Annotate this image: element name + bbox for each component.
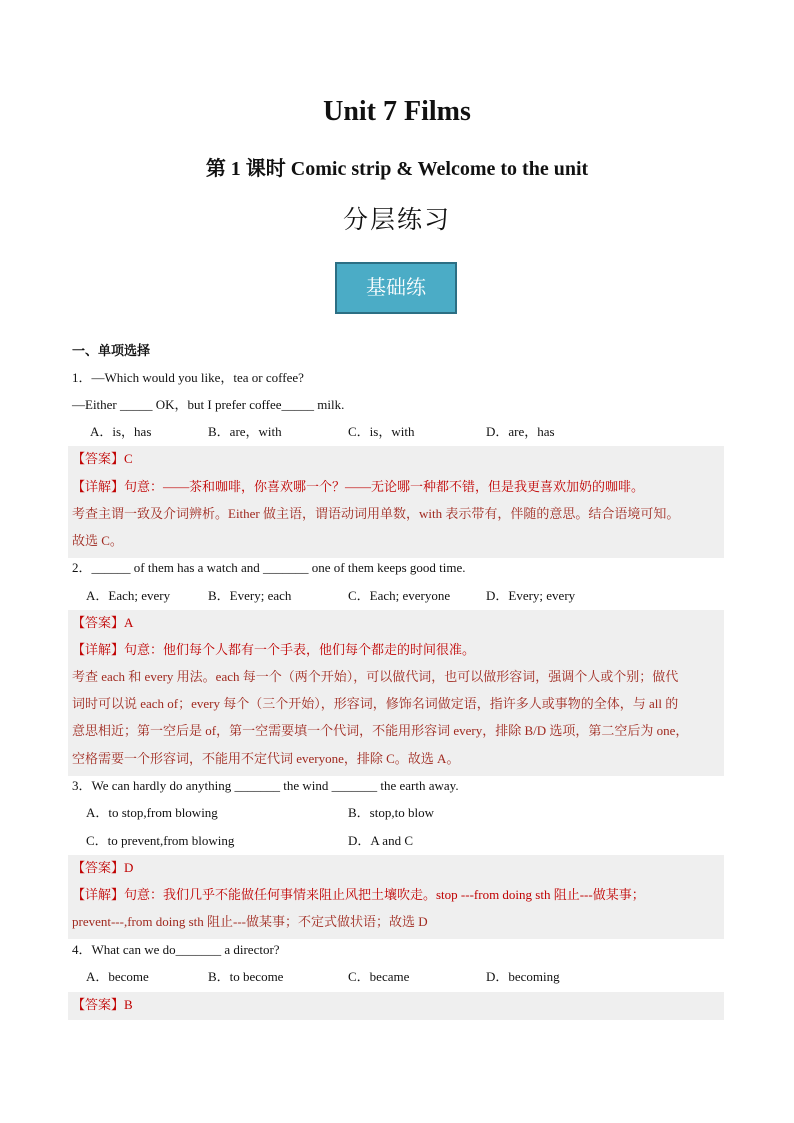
q2-answer: 【答案】A bbox=[72, 615, 134, 630]
q3-option-b: B．stop,to blow bbox=[348, 805, 434, 820]
q3-answer: 【答案】D bbox=[72, 860, 134, 875]
q2-explanation-line2: 考查 each 和 every 用法。each 每一个（两个开始），可以做代词，也可以做形容词，强调个人或个别；做代 bbox=[72, 669, 679, 684]
q3-option-c: C．to prevent,from blowing bbox=[86, 833, 235, 848]
q4-option-d: D．becoming bbox=[486, 969, 560, 984]
q4-answer-block bbox=[68, 992, 724, 1020]
q2-option-d: D．Every; every bbox=[486, 588, 576, 603]
q1-answer: 【答案】C bbox=[72, 451, 133, 466]
q2-option-b: B．Every; each bbox=[208, 588, 292, 603]
q3-option-a: A．to stop,from blowing bbox=[86, 805, 218, 820]
lesson-subtitle: 第 1 课时 Comic strip & Welcome to the unit bbox=[205, 158, 589, 180]
q2-option-a: A．Each; every bbox=[86, 588, 171, 603]
q3-explanation-line1: 【详解】句意：我们几乎不能做任何事情来阻止风把土壤吹走。stop ---from doing sth 阻止---做某事； bbox=[72, 887, 645, 902]
q4-option-b: B．to become bbox=[208, 969, 284, 984]
q2-explanation-line1: 【详解】句意：他们每个人都有一个手表，他们每个都走的时间很准。 bbox=[72, 642, 476, 657]
q4-stem: 4．What can we do_______ a director? bbox=[72, 942, 280, 957]
q1-option-a: A．is，has bbox=[90, 424, 152, 439]
q2-option-c: C．Each; everyone bbox=[348, 588, 451, 603]
section-heading: 分层练习 bbox=[342, 207, 451, 234]
q1-explanation-line2: 考查主谓一致及介词辨析。Either 做主语，谓语动词用单数，with 表示带有，伴随的意思。结合语境可知。 bbox=[72, 506, 680, 521]
q3-explanation-line2: prevent---,from doing sth 阻止---做某事；不定式做状语；故选 D bbox=[72, 914, 428, 929]
q3-option-d: D．A and C bbox=[348, 833, 414, 848]
q2-explanation-line4: 意思相近；第一空后是 of，第一空需要填一个代词，不能用形容词 every，排除 B/D 选项，第二空后为 one， bbox=[72, 723, 689, 738]
q1-answer-block bbox=[68, 446, 724, 558]
q2-stem: 2．______ of them has a watch and _______ one of them keeps good time. bbox=[72, 560, 466, 575]
q2-explanation-line3: 词时可以说 each of；every 每个（三个开始），形容词，修饰名词做定语，指许多人或事物的全体，与 all 的 bbox=[72, 696, 679, 711]
section-title: 一、单项选择 bbox=[72, 343, 151, 358]
q1-explanation-line1: 【详解】句意：——茶和咖啡，你喜欢哪一个？——无论哪一种都不错，但是我更喜欢加奶的咖啡。 bbox=[72, 479, 645, 494]
q2-explanation-line5: 空格需要一个形容词，不能用不定代词 everyone，排除 C。故选 A。 bbox=[72, 751, 460, 766]
q1-explanation-line3: 故选 C。 bbox=[72, 533, 123, 548]
q1-option-c: C．is，with bbox=[348, 424, 415, 439]
q3-stem: 3．We can hardly do anything _______ the wind _______ the earth away. bbox=[72, 778, 459, 793]
q1-option-b: B．are，with bbox=[208, 424, 282, 439]
q4-option-a: A．become bbox=[86, 969, 149, 984]
q4-option-c: C．became bbox=[348, 969, 410, 984]
q4-answer: 【答案】B bbox=[72, 997, 133, 1012]
q1-stem-line2: —Either _____ OK，but I prefer coffee_____ milk. bbox=[72, 397, 345, 412]
unit-title: Unit 7 Films bbox=[323, 96, 471, 127]
q1-stem-line1: 1．—Which would you like，tea or coffee? bbox=[72, 370, 304, 385]
level-badge: 基础练 bbox=[335, 262, 457, 314]
q1-option-d: D．are，has bbox=[486, 424, 555, 439]
